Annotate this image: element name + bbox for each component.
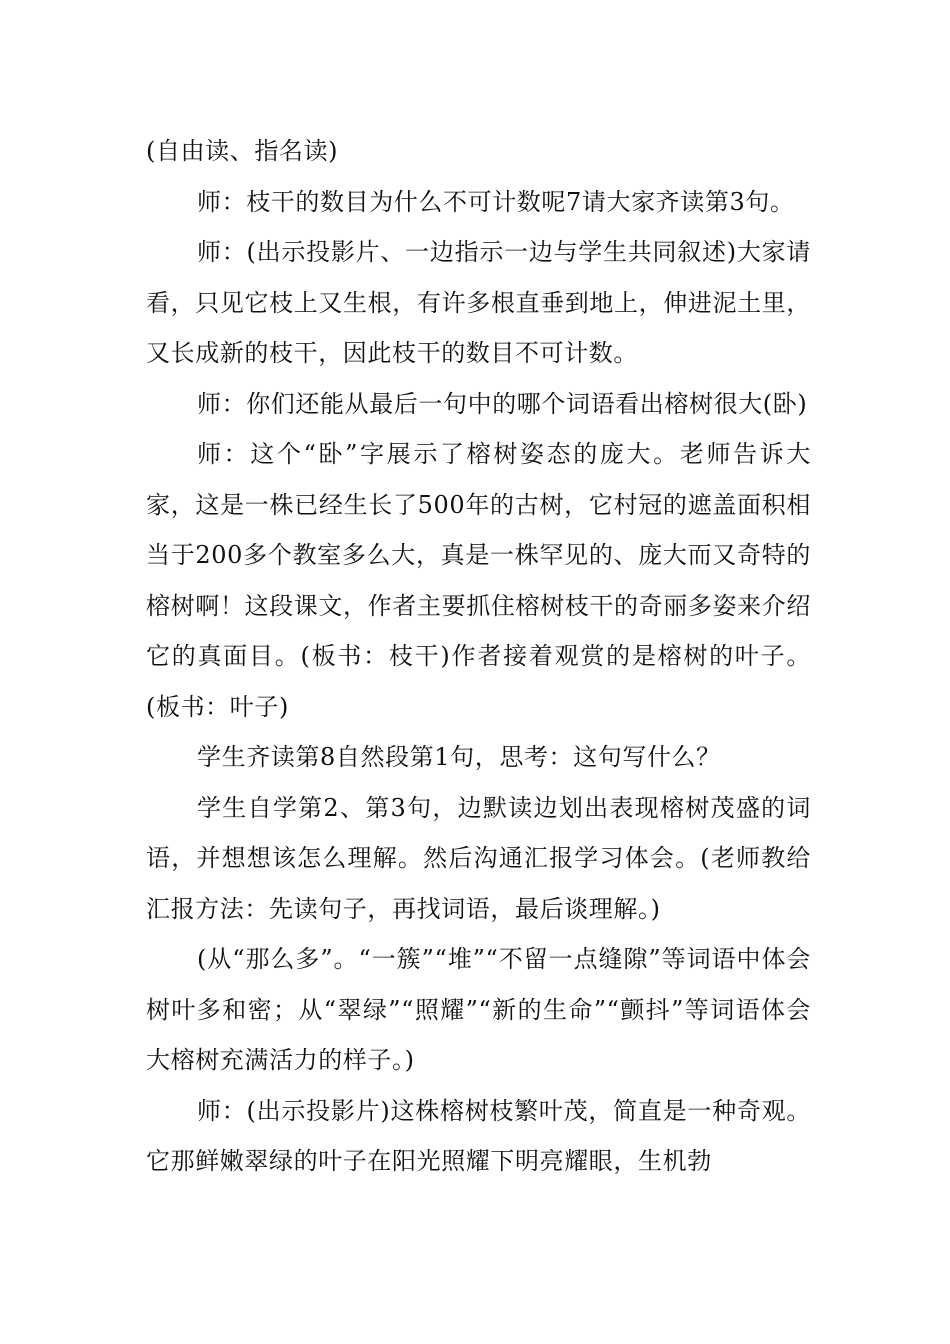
paragraph-teacher-word-question: 师：你们还能从最后一句中的哪个词语看出榕树很大(卧) — [197, 389, 808, 418]
paragraph-students-self-study: 学生自学第2、第3句，边默读边划出表现榕树茂盛的词语，并想想该怎么理解。然后沟通汇报学习体会。(老师教给汇报方法：先读句子，再找词语，最后谈理解。) — [146, 793, 811, 923]
paragraph-students-read: 学生齐读第8自然段第1句，思考：这句写什么？ — [197, 743, 721, 771]
paragraph-word-analysis: (从“那么多”。“一簇”“堆”“不留一点缝隙”等词语中体会树叶多和密；从“翠绿”“照耀”“新的生命”“颤抖”等词语体会大榕树充满活力的样子。) — [146, 945, 811, 1074]
paragraph-teacher-question: 师：枝干的数目为什么不可计数呢7请大家齐读第3句。 — [197, 187, 795, 216]
paragraph-teacher-projection: 师：(出示投影片、一边指示一边与学生共同叙述)大家请看，只见它枝上又生根，有许多根直垂到地上，伸进泥土里，又长成新的枝干，因此枝干的数目不可计数。 — [146, 238, 811, 367]
document-body — [146, 126, 811, 1187]
paragraph-teacher-summary: 师：(出示投影片)这株榕树枝繁叶茂，简直是一种奇观。它那鲜嫩翠绿的叶子在阳光照耀下明亮耀眼，生机勃 — [146, 1096, 811, 1175]
paragraph-reading-mode: (自由读、指名读) — [146, 137, 339, 165]
paragraph-teacher-explanation: 师：这个“卧”字展示了榕树姿态的庞大。老师告诉大家，这是一株已经生长了500年的古树，它村冠的遮盖面积相当于200多个教室多么大，真是一株罕见的、庞大而又奇特的榕树啊！这段课文，作者主要抓住榕树枝干的奇丽多姿来介绍它的真面目。(板书：枝干)作者接着观赏的是榕树的叶子。(板书：叶子) — [146, 440, 811, 721]
